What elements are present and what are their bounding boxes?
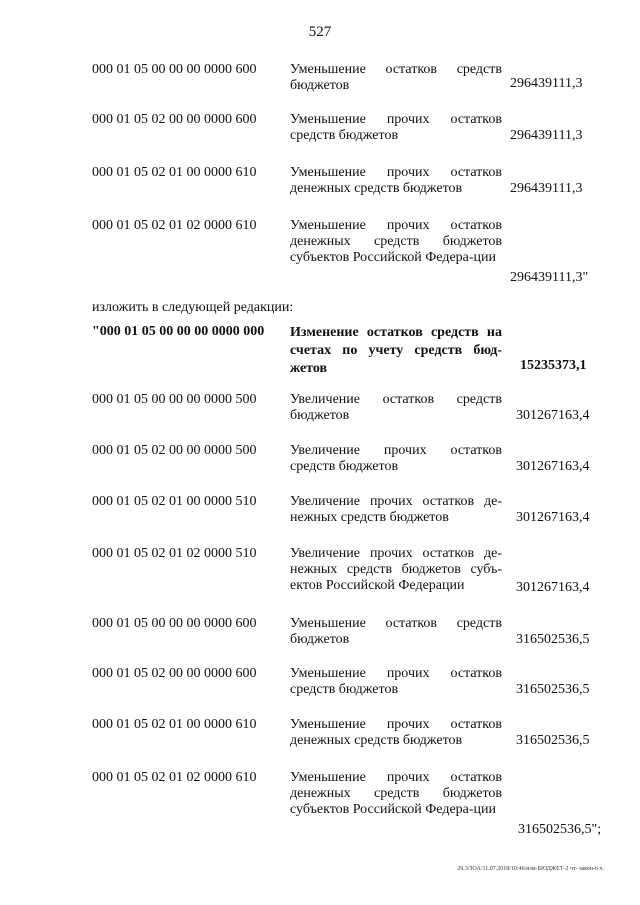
row-amount: 301267163,4 [516,408,590,423]
row-amount: 301267163,4 [516,510,590,525]
row-amount: 296439111,3" [510,270,589,285]
row-amount: 296439111,3 [510,76,583,91]
row-description: Увеличение прочих остатков де-нежных средств бюджетов субъ-ектов Российской Федерации [290,546,502,593]
budget-code: 000 01 05 02 01 02 0000 510 [92,546,257,561]
row-description: Уменьшение остатков средств бюджетов [290,616,502,647]
row-description: Увеличение остатков средств бюджетов [290,392,502,423]
budget-code: 000 01 05 02 01 02 0000 610 [92,218,257,233]
row-amount: 301267163,4 [516,459,590,474]
row-description: Уменьшение остатков средств бюджетов [290,62,502,93]
row-description: Уменьшение прочих остатков денежных средств бюджетов субъектов Российской Федера-ции [290,218,502,265]
budget-code: 000 01 05 00 00 00 0000 500 [92,392,257,407]
budget-code: 000 01 05 00 00 00 0000 600 [92,62,257,77]
intro-text: изложить в следующей редакции: [92,300,294,315]
row-amount: 316502536,5 [516,682,590,697]
document-footer: 29.3/ЗОА/11.07.2018/10:46/изм-БЮДЖЕТ-2 чт- закон-6 ч. [457,866,604,872]
budget-code: 000 01 05 02 01 00 0000 510 [92,494,257,509]
row-amount: 316502536,5 [516,632,590,647]
row-amount: 296439111,3 [510,181,583,196]
row-description: Изменение остатков средств на счетах по учету средств бюд-жетов [290,325,502,376]
row-description: Увеличение прочих остатков средств бюджетов [290,443,502,474]
budget-code: 000 01 05 02 01 00 0000 610 [92,717,257,732]
row-description: Уменьшение прочих остатков средств бюджетов [290,112,502,143]
row-description: Увеличение прочих остатков де-нежных средств бюджетов [290,494,502,525]
row-description: Уменьшение прочих остатков денежных средств бюджетов [290,165,502,196]
budget-code: "000 01 05 00 00 00 0000 000 [92,324,265,339]
budget-code: 000 01 05 02 01 02 0000 610 [92,770,257,785]
row-description: Уменьшение прочих остатков денежных средств бюджетов [290,717,502,748]
budget-code: 000 01 05 02 00 00 0000 500 [92,443,257,458]
budget-code: 000 01 05 02 01 00 0000 610 [92,165,257,180]
budget-code: 000 01 05 00 00 00 0000 600 [92,616,257,631]
page-number: 527 [308,24,332,40]
row-amount: 301267163,4 [516,580,590,595]
row-description: Уменьшение прочих остатков денежных средств бюджетов субъектов Российской Федера-ции [290,770,502,817]
row-description: Уменьшение прочих остатков средств бюджетов [290,666,502,697]
budget-code: 000 01 05 02 00 00 0000 600 [92,666,257,681]
row-amount: 15235373,1 [520,358,587,373]
budget-code: 000 01 05 02 00 00 0000 600 [92,112,257,127]
row-amount: 316502536,5"; [518,822,602,837]
row-amount: 316502536,5 [516,733,590,748]
row-amount: 296439111,3 [510,128,583,143]
